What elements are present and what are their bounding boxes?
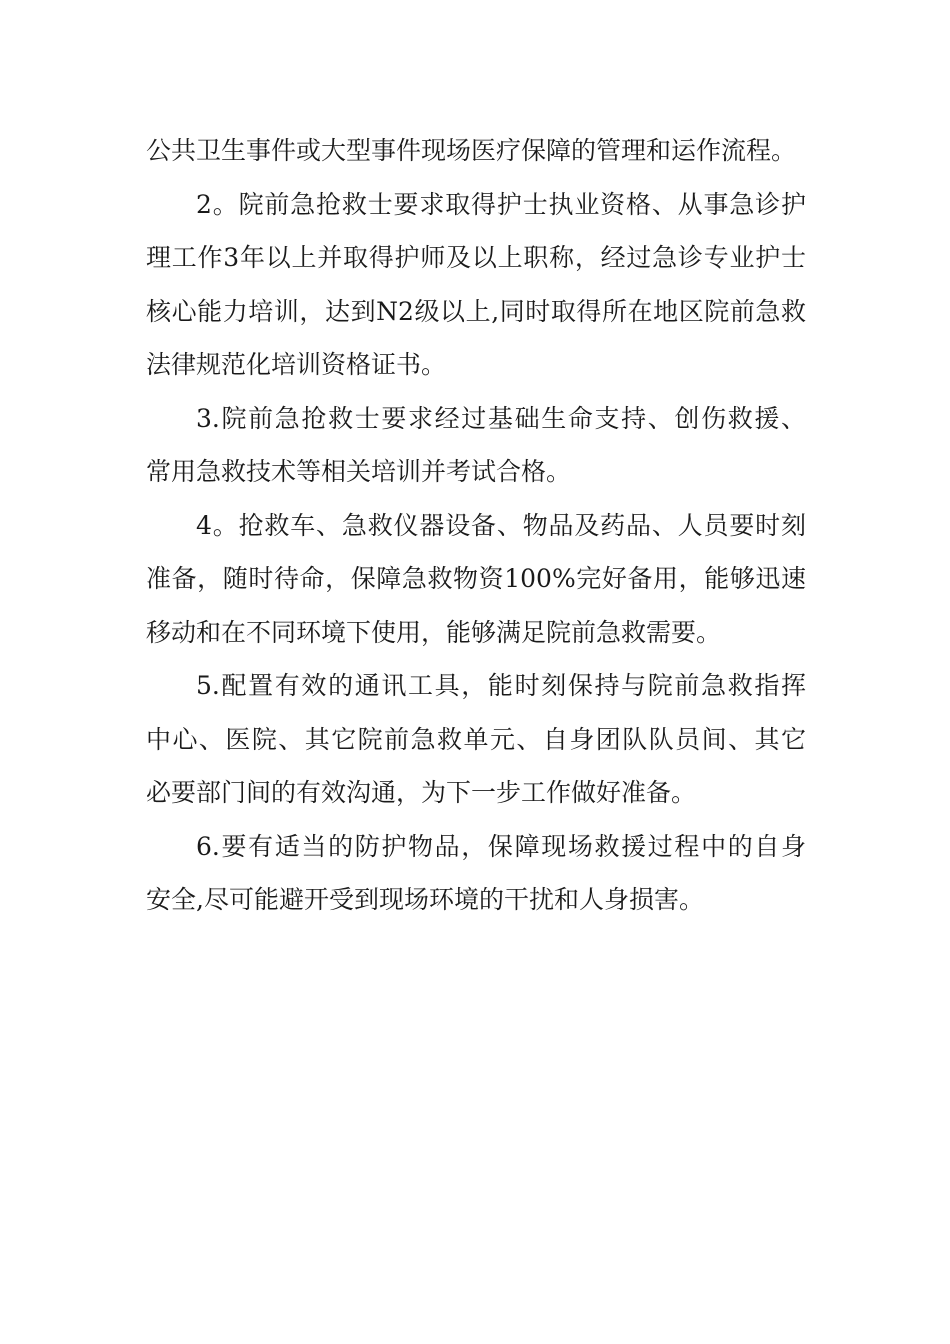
text-line: 理工作3年以上并取得护师及以上职称，经过急诊专业护士 bbox=[146, 243, 806, 272]
text-line: 移动和在不同环境下使用，能够满足院前急救需要。 bbox=[146, 617, 722, 647]
text-line: 必要部门间的有效沟通，为下一步工作做好准备。 bbox=[146, 778, 697, 807]
body-text bbox=[146, 124, 806, 927]
text-line: 公共卫生事件或大型事件现场医疗保障的管理和运作流程。 bbox=[146, 136, 797, 165]
paragraph-2-line-1: 2。院前急抢救士要求取得护士执业资格、从事急诊护 bbox=[196, 189, 806, 219]
text-line: 常用急救技术等相关培训并考试合格。 bbox=[146, 457, 572, 486]
text-line: 中心、医院、其它院前急救单元、自身团队队员间、其它 bbox=[146, 724, 806, 754]
text-line: 核心能力培训，达到N2级以上,同时取得所在地区院前急救 bbox=[146, 296, 806, 326]
paragraph-3-line-1: 3.院前急抢救士要求经过基础生命支持、创伤救援、 bbox=[196, 403, 806, 433]
paragraph-5-line-1: 5.配置有效的通讯工具，能时刻保持与院前急救指挥 bbox=[196, 671, 806, 700]
paragraph-6-line-1: 6.要有适当的防护物品，保障现场救援过程中的自身 bbox=[196, 831, 806, 861]
text-line: 安全,尽可能避开受到现场环境的干扰和人身损害。 bbox=[146, 885, 704, 914]
text-line: 准备，随时待命，保障急救物资100%完好备用，能够迅速 bbox=[146, 564, 806, 593]
paragraph-4-line-1: 4。抢救车、急救仪器设备、物品及药品、人员要时刻 bbox=[196, 510, 806, 540]
text-line: 法律规范化培训资格证书。 bbox=[146, 350, 447, 379]
